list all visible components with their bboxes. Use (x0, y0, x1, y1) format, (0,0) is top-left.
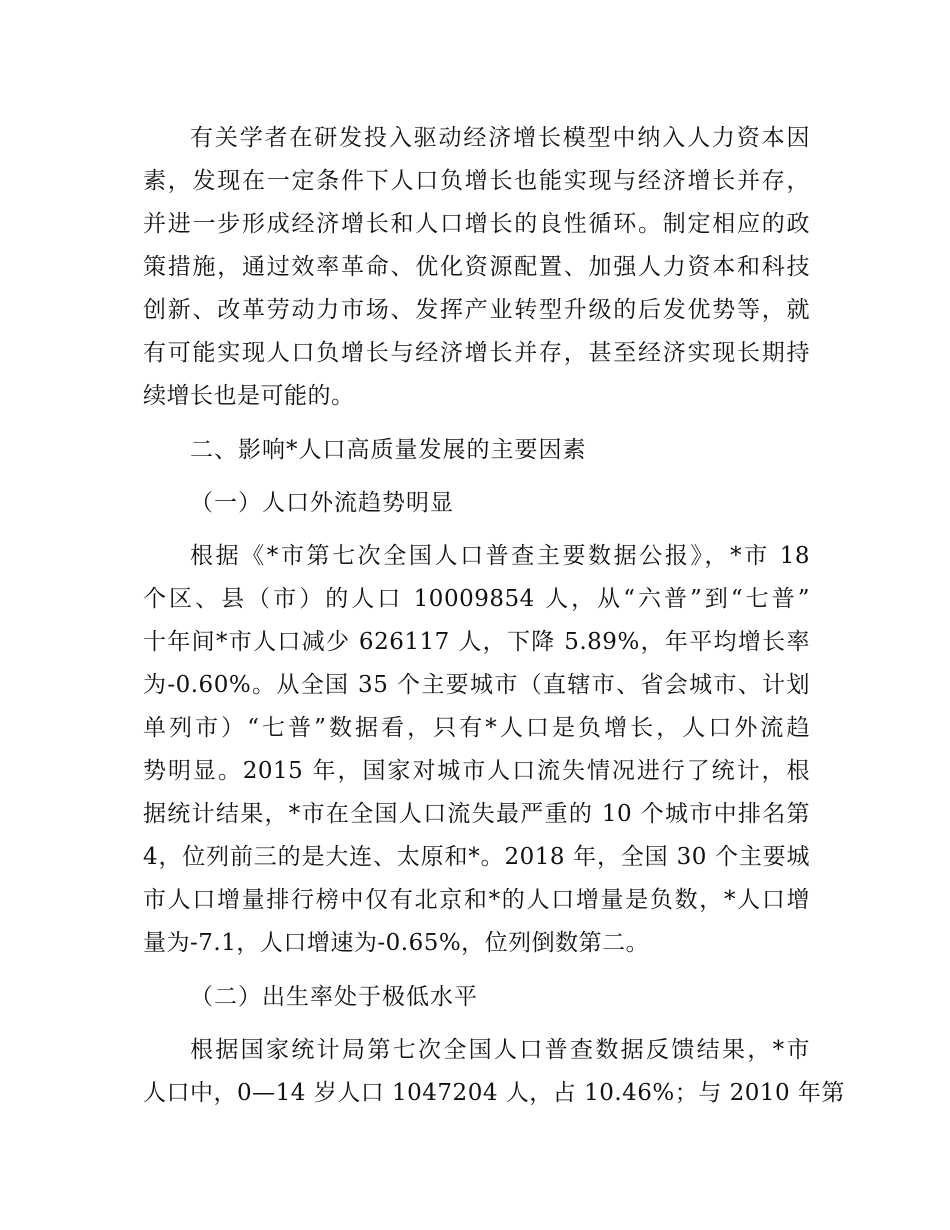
paragraph-2-line-9: 市人口增量排行榜中仅有北京和*的人口增量是负数，*人口增 (143, 887, 810, 913)
paragraph-2-line-5: 单列市）“七普”数据看，只有*人口是负增长，人口外流趋 (143, 715, 810, 741)
subsection-heading-1: （一）人口外流趋势明显 (190, 490, 454, 516)
paragraph-1-line-1: 有关学者在研发投入驱动经济增长模型中纳入人力资本因 (190, 125, 810, 151)
section-heading-2: 二、影响*人口高质量发展的主要因素 (190, 437, 587, 463)
paragraph-1-line-7: 续增长也是可能的。 (143, 383, 355, 409)
paragraph-2-line-6: 势明显。2015 年，国家对城市人口流失情况进行了统计，根 (143, 758, 810, 784)
paragraph-1-line-2: 素，发现在一定条件下人口负增长也能实现与经济增长并存， (143, 168, 810, 194)
paragraph-1-line-5: 创新、改革劳动力市场、发挥产业转型升级的后发优势等，就 (143, 297, 810, 323)
paragraph-1-line-6: 有可能实现人口负增长与经济增长并存，甚至经济实现长期持 (143, 340, 810, 366)
paragraph-2-line-2: 个区、县（市）的人口 10009854 人，从“六普”到“七普” (143, 586, 810, 612)
paragraph-3-line-2: 人口中，0—14 岁人口 1047204 人，占 10.46%；与 2010 年第 (143, 1080, 845, 1106)
paragraph-1-line-3: 并进一步形成经济增长和人口增长的良性循环。制定相应的政 (143, 211, 810, 237)
paragraph-3-line-1: 根据国家统计局第七次全国人口普查数据反馈结果，*市 (190, 1037, 810, 1063)
paragraph-2-line-1: 根据《*市第七次全国人口普查主要数据公报》，*市 18 (190, 543, 810, 569)
paragraph-2-line-7: 据统计结果，*市在全国人口流失最严重的 10 个城市中排名第 (143, 801, 810, 827)
subsection-heading-2: （二）出生率处于极低水平 (190, 984, 478, 1010)
paragraph-2-line-10: 量为-7.1，人口增速为-0.65%，位列倒数第二。 (143, 930, 650, 956)
paragraph-2-line-3: 十年间*市人口减少 626117 人，下降 5.89%，年平均增长率 (143, 629, 810, 655)
paragraph-2-line-8: 4，位列前三的是大连、太原和*。2018 年，全国 30 个主要城 (143, 844, 810, 870)
paragraph-1-line-4: 策措施，通过效率革命、优化资源配置、加强人力资本和科技 (143, 254, 810, 280)
paragraph-2-line-4: 为-0.60%。从全国 35 个主要城市（直辖市、省会城市、计划 (143, 672, 810, 698)
